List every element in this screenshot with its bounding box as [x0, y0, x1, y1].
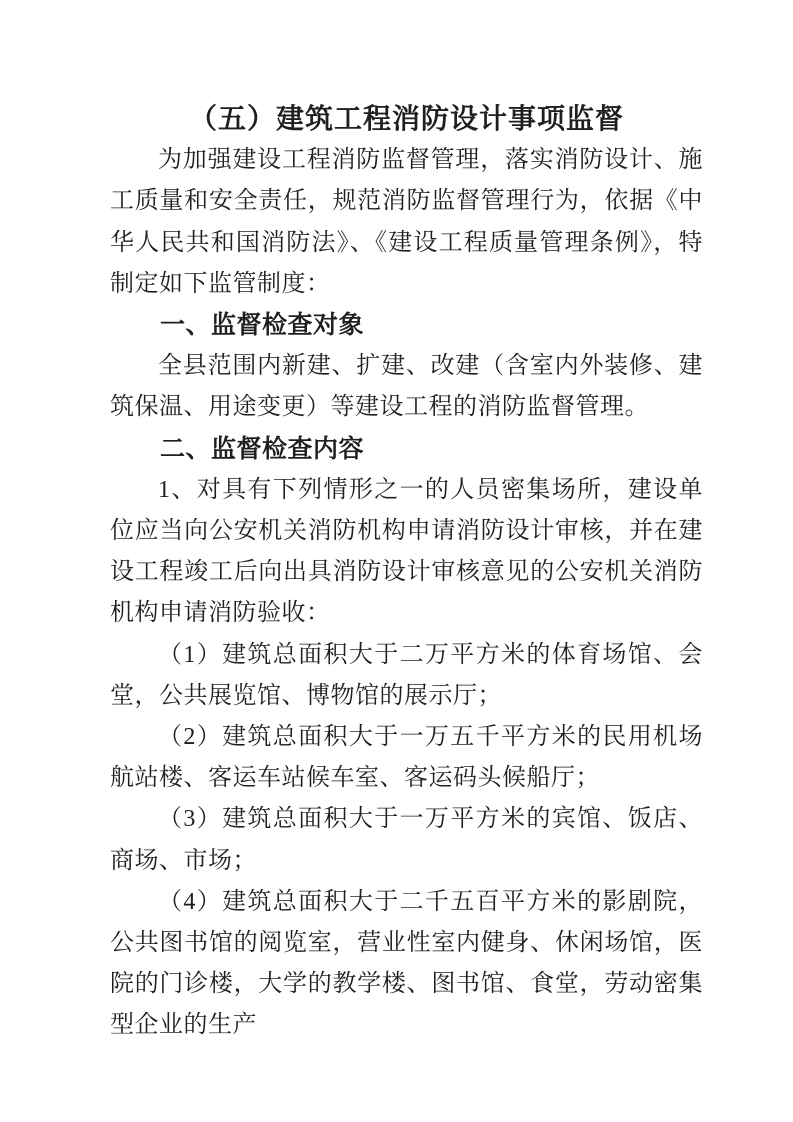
- section-heading-inspection-content: 二、监督检查内容: [160, 434, 365, 463]
- section-heading-inspection-target: 一、监督检查对象: [160, 311, 365, 340]
- intro-paragraph: 为加强建设工程消防监督管理，落实消防设计、施工质量和安全责任，规范消防监督管理行为，依据《中华人民共和国消防法》、《建设工程质量管理条例》，特制定如下监管制度：: [110, 147, 703, 297]
- subitem-1-paragraph: （1）建筑总面积大于二万平方米的体育场馆、会堂，公共展览馆、博物馆的展示厅；: [110, 641, 703, 709]
- scope-paragraph: 全县范围内新建、扩建、改建（含室内外装修、建筑保温、用途变更）等建设工程的消防监督管理。: [110, 353, 703, 421]
- subitem-3-paragraph: （3）建筑总面积大于一万平方米的宾馆、饭店、商场、市场；: [110, 806, 703, 874]
- subitem-2-paragraph: （2）建筑总面积大于一万五千平方米的民用机场航站楼、客运车站候车室、客运码头候船厅；: [110, 724, 703, 792]
- item-1-paragraph: 1、对具有下列情形之一的人员密集场所，建设单位应当向公安机关消防机构申请消防设计审核，并在建设工程竣工后向出具消防设计审核意见的公安机关消防机构申请消防验收：: [110, 476, 703, 627]
- subitem-4-paragraph: （4）建筑总面积大于二千五百平方米的影剧院，公共图书馆的阅览室，营业性室内健身、休闲场馆，医院的门诊楼，大学的教学楼、图书馆、食堂，劳动密集型企业的生产: [110, 888, 703, 1039]
- document-title: （五）建筑工程消防设计事项监督: [188, 104, 624, 135]
